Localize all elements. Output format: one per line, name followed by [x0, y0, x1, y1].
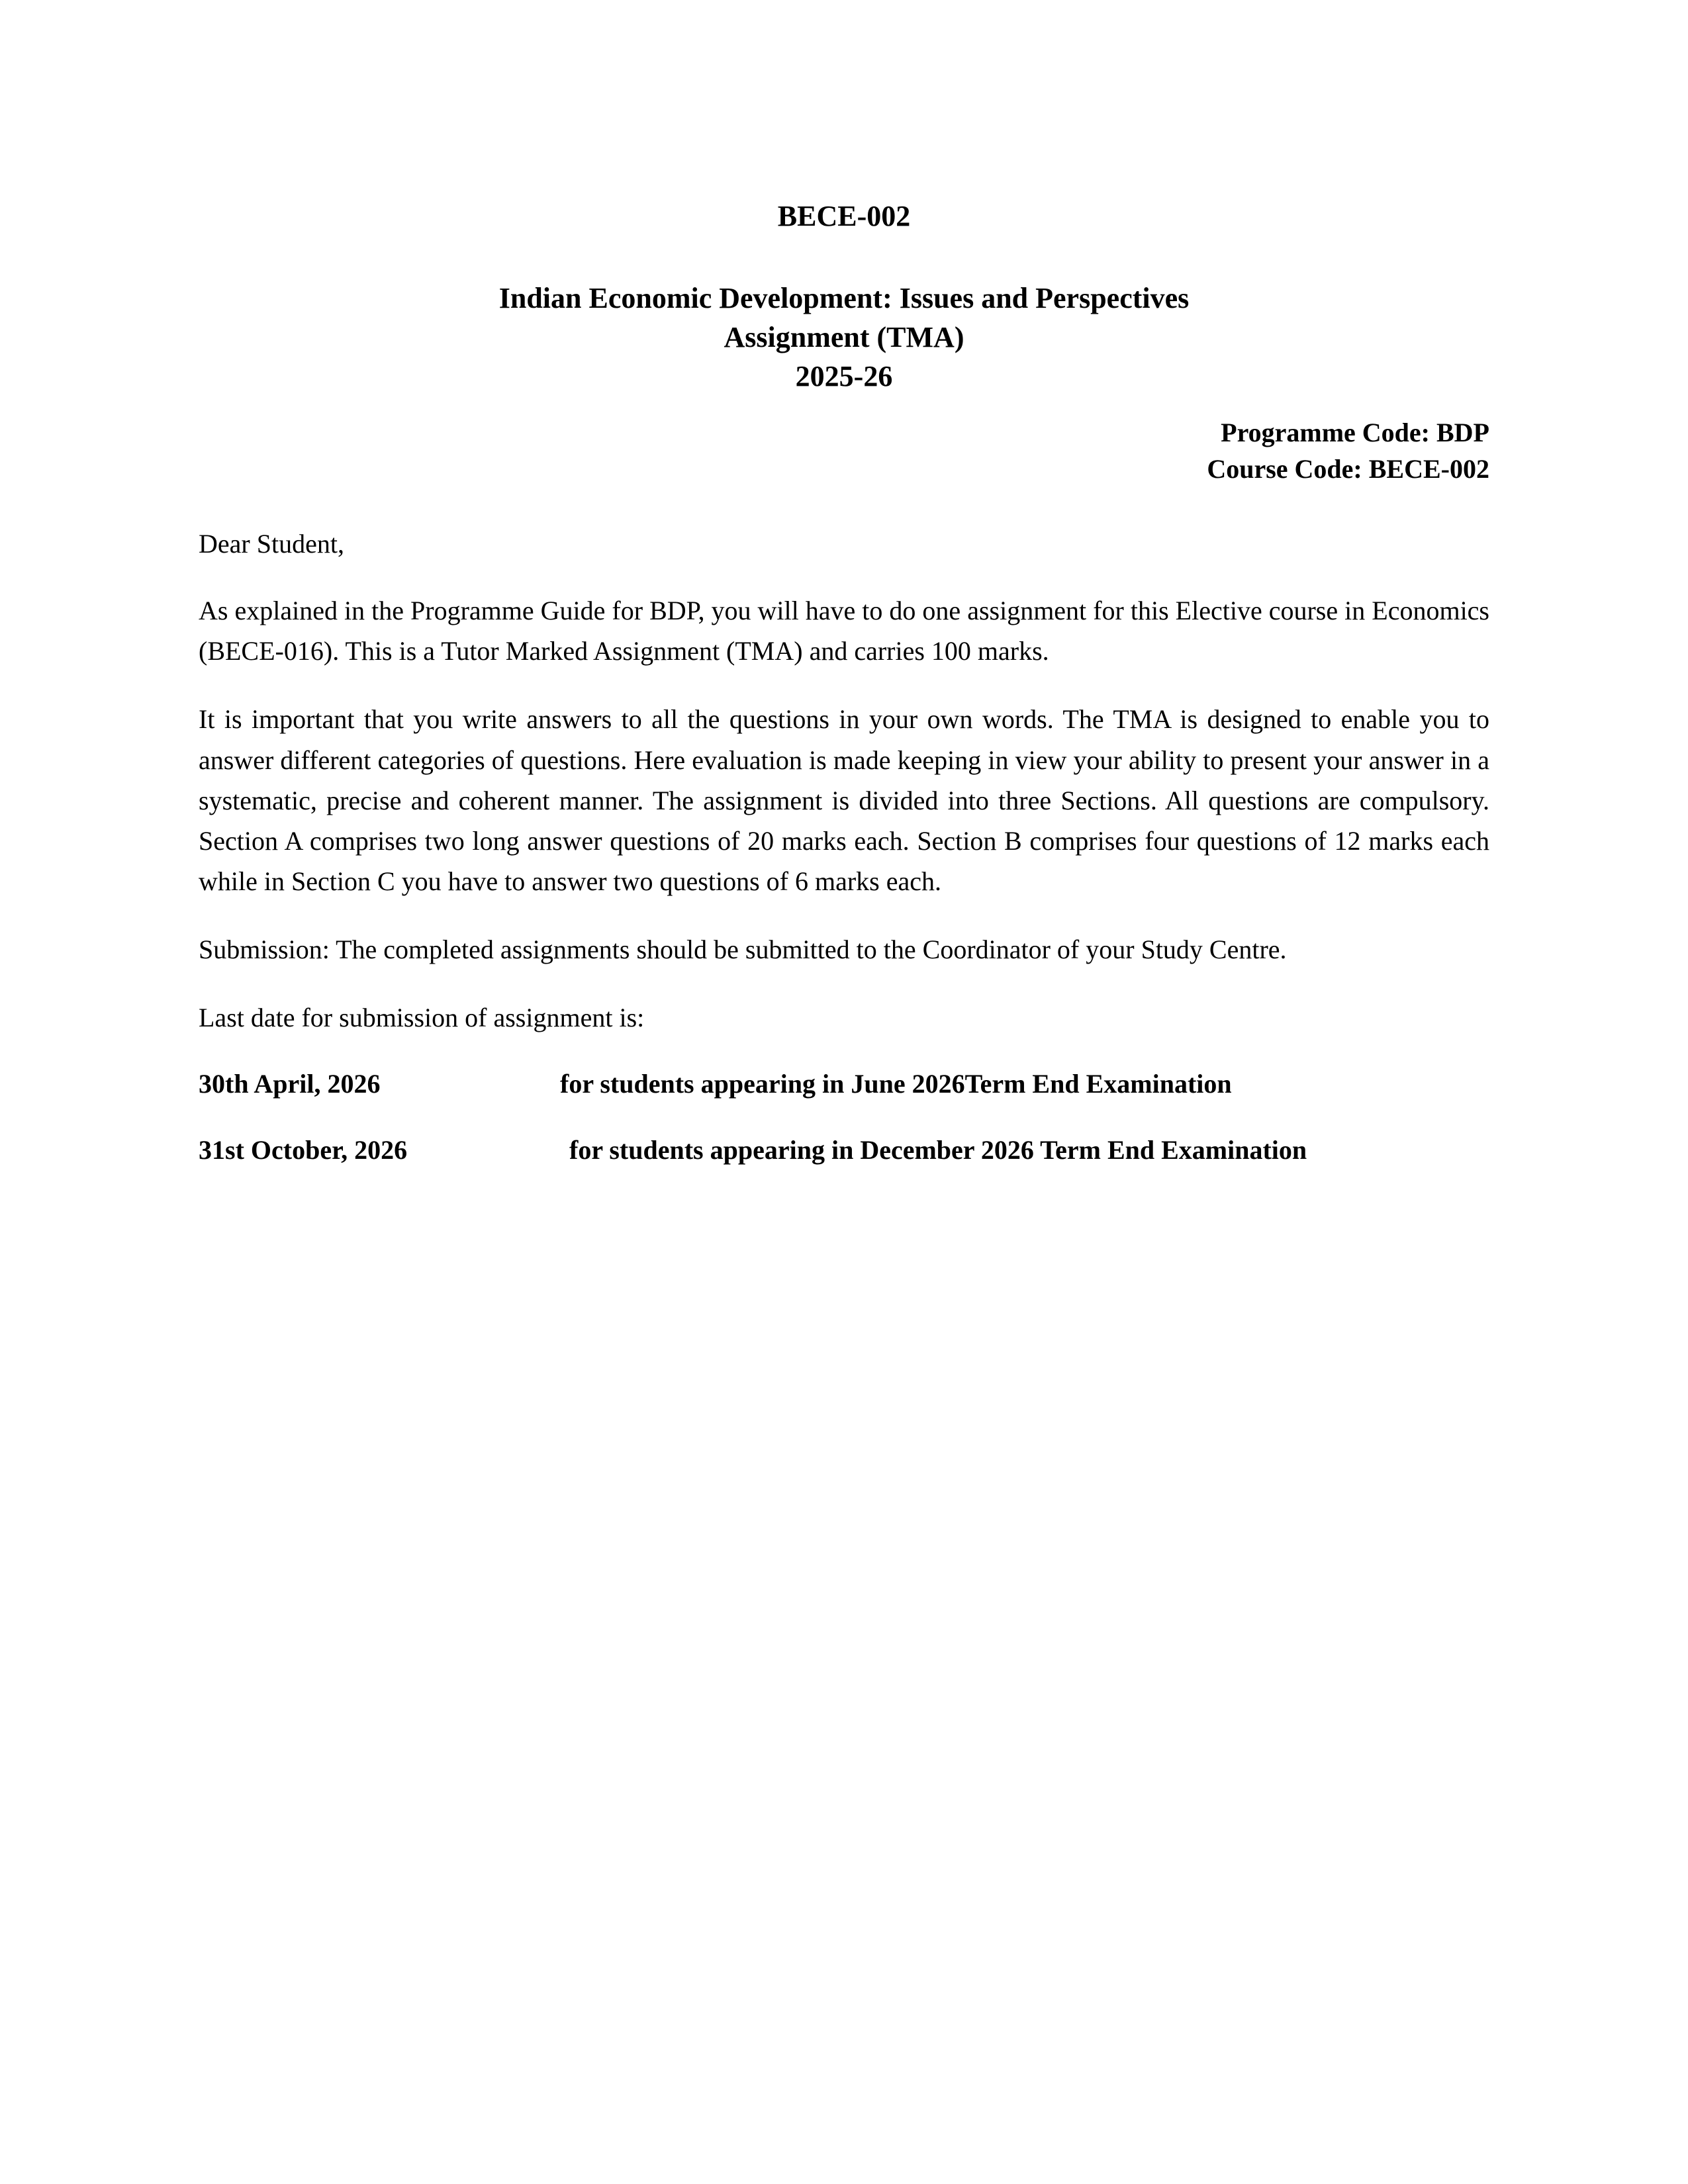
paragraph-instructions: It is important that you write answers to all the questions in your own words. The TMA is designed to enable you to answer different categories of questions. Here evaluation is made keeping in view your ability to present your answer in a systematic, precise and coherent manner. The assignment is divided into three Sections. All questions are compulsory. Section A comprises two long answer questions of 20 marks each. Section B comprises four questions of 12 marks each while in Section C you have to answer two questions of 6 marks each.	[199, 704, 1489, 897]
programme-code: Programme Code: BDP	[1221, 418, 1489, 448]
last-date-label: Last date for submission of assignment is:	[199, 1002, 645, 1032]
course-code-heading: BECE-002	[777, 200, 911, 232]
paragraph-submission: Submission: The completed assignments should be submitted to the Coordinator of your Study Centre.	[199, 934, 1287, 965]
submission-date-row	[199, 1103, 1489, 1169]
document-content	[199, 0, 1489, 1169]
course-code: Course Code: BECE-002	[1207, 453, 1489, 484]
title-line-subject: Indian Economic Development: Issues and Perspectives	[498, 281, 1190, 314]
submission-desc-june: for students appearing in June 2026Term End Examination	[560, 1068, 1232, 1099]
title-line-session-year: 2025-26	[795, 360, 893, 393]
salutation: Dear Student,	[199, 529, 344, 559]
submission-date-june: 30th April, 2026	[199, 1068, 381, 1099]
document-title-block	[199, 234, 1489, 396]
paragraph-assignment-overview: As explained in the Programme Guide for BDP, you will have to do one assignment for this Elective course in Economics (BECE-016). This is a Tutor Marked Assignment (TMA) and carries 100 marks.	[199, 596, 1489, 666]
submission-date-december: 31st October, 2026	[199, 1134, 408, 1165]
submission-date-list	[199, 1036, 1489, 1169]
title-line-assignment-type: Assignment (TMA)	[724, 320, 964, 353]
code-block	[199, 395, 1489, 487]
submission-desc-december: for students appearing in December 2026 Term End Examination	[569, 1134, 1307, 1165]
submission-date-row	[199, 1066, 1489, 1103]
